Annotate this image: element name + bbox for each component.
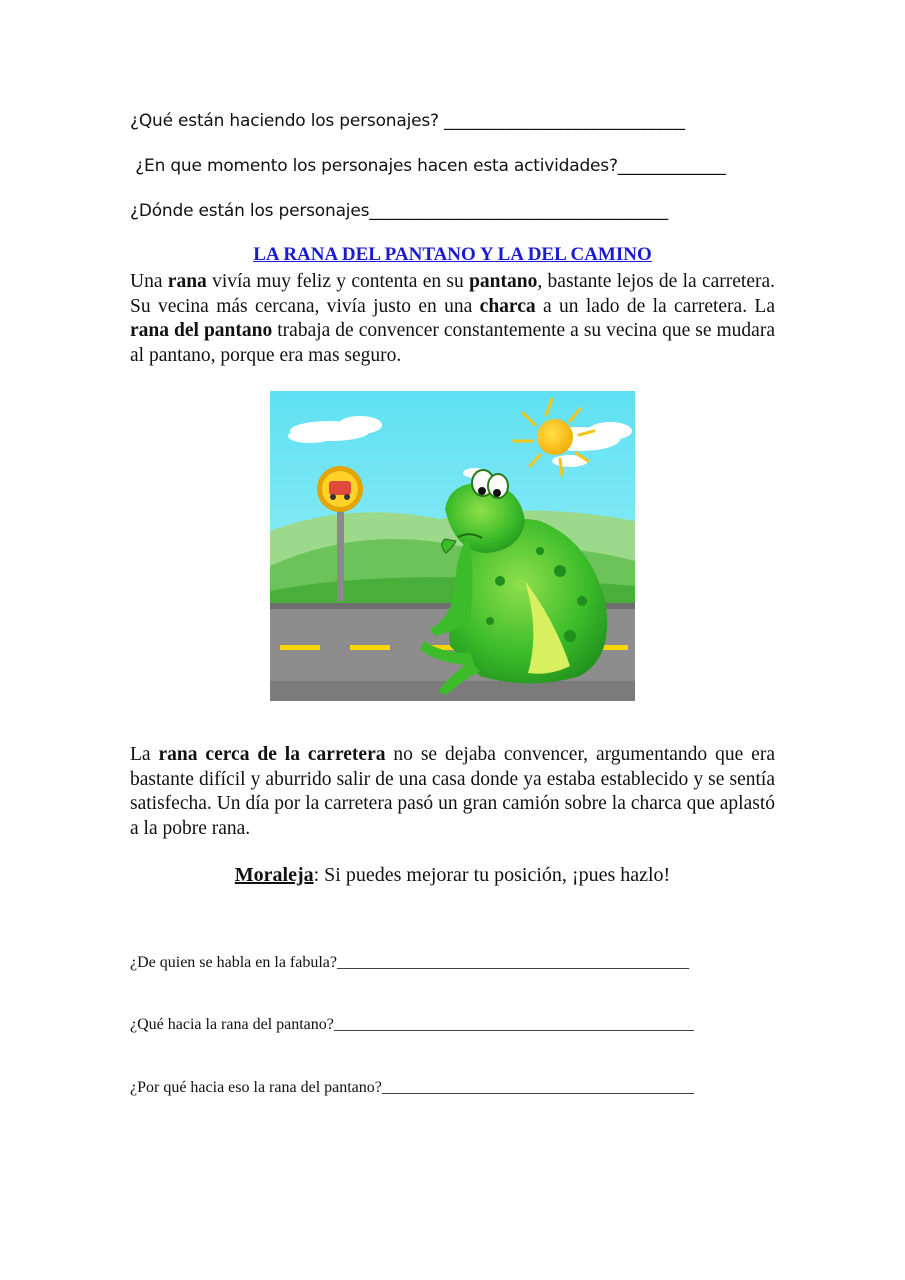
question-where-characters: ¿Dónde están los personajes____________________________________ [130,201,669,221]
story-paragraph-2: La rana cerca de la carretera no se dejaba convencer, argumentando que era bastante difícil y aburrido salir de una casa donde ya estaba establecido y se sentía satisfecha. Un día por la carretera pasó un gran camión sobre la charca que aplastó a la pobre rana. [130,744,775,839]
bold-rana-del-pantano: rana del pantano [130,320,273,341]
moral [130,864,775,887]
story-title: LA RANA DEL PANTANO Y LA DEL CAMINO [253,244,652,265]
question-what-frog-did: ¿Qué hacia la rana del pantano?_____________________________________________ [130,1016,694,1033]
question-why-frog-did: ¿Por qué hacia eso la rana del pantano?_______________________________________ [130,1079,694,1096]
bold-charca: charca [479,295,536,317]
story-paragraph-1: Una rana vivía muy feliz y contenta en su pantano, bastante lejos de la carretera. Su vecina más cercana, vivía justo en una charca a un lado de la carretera. La rana del pantano trabaja de convencer constantemente a su vecina que se mudara al pantano, porque era mas seguro. [130,271,775,366]
frog-road-illustration [270,391,635,701]
moral-label: Moraleja [234,864,314,886]
bold-rana-cerca: rana cerca de la carretera [158,744,386,765]
bold-pantano: pantano [469,271,538,292]
question-when-activities: ¿En que momento los personajes hacen esta actividades?_____________ [130,156,726,176]
question-characters-doing: ¿Qué están haciendo los personajes? _____________________________ [130,111,685,131]
moral-text: : Si puedes mejorar tu posición, ¡pues hazlo! [313,864,671,886]
question-who-fable: ¿De quien se habla en la fabula?____________________________________________ [130,954,690,971]
bold-rana: rana [167,271,207,292]
